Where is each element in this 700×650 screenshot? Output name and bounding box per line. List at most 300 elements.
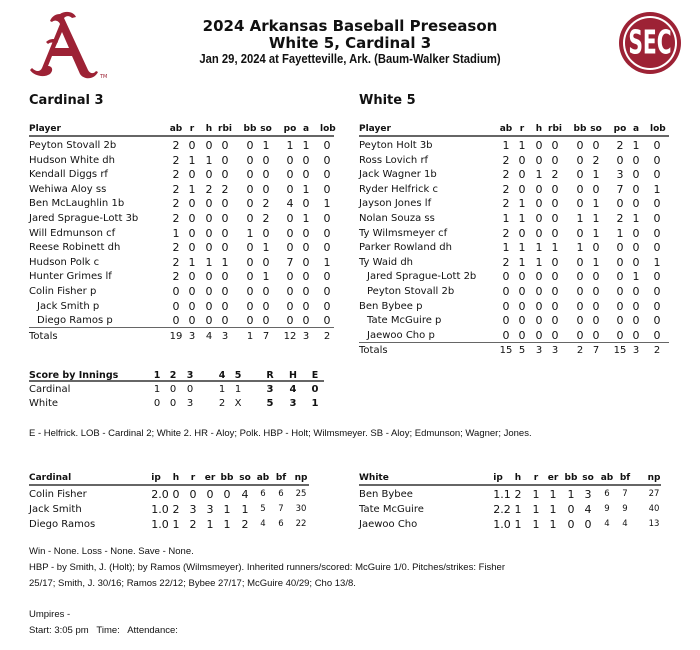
stat-so: 0 [592, 285, 600, 298]
stat-a: 0 [632, 182, 640, 196]
stat-r: 0 [188, 285, 196, 298]
stat-bb: 1 [223, 518, 231, 531]
stat-h: 0 [535, 299, 543, 313]
pitcher-name: Jack Smith [29, 504, 82, 515]
pitcher-name: Ben Bybee [359, 489, 413, 500]
stat-r: 0 [188, 197, 196, 211]
column-header-lob: lob [650, 124, 666, 134]
stat-bb: 0 [246, 314, 254, 328]
stat-bb: 0 [576, 139, 584, 152]
stat-h: 0 [535, 139, 543, 152]
player-row [29, 211, 334, 226]
stat-bb: 1 [246, 226, 254, 240]
stat-lob: 0 [653, 299, 661, 313]
stat-lob: 1 [323, 255, 331, 269]
stat-r: 0 [188, 139, 196, 152]
stat-r: 2 [189, 518, 197, 531]
pitcher-row [359, 502, 661, 517]
stat-po: 0 [286, 285, 294, 298]
column-header-rbi: rbi [548, 124, 562, 134]
stat-a: 0 [632, 153, 640, 167]
column-header-r: r [533, 473, 539, 483]
player-name: Will Edmunson cf [29, 227, 116, 239]
stat-bb: 0 [223, 488, 231, 501]
player-row [359, 240, 669, 255]
stat-ab: 2 [172, 153, 180, 167]
team-name: White [29, 398, 59, 409]
stat-h: 0 [205, 212, 213, 225]
stat-so: 1 [262, 139, 270, 152]
stat-r: 1 [532, 518, 540, 531]
player-name: Peyton Stovall 2b [29, 140, 117, 151]
stat-a: 0 [632, 197, 640, 211]
player-row [29, 240, 334, 255]
stat-a: 0 [632, 285, 640, 298]
column-header-ip: ip [493, 473, 503, 483]
stat-h: 1 [514, 503, 522, 516]
column-header-lob: lob [320, 124, 336, 134]
sec-logo [617, 10, 683, 76]
stat-h: 0 [205, 299, 213, 313]
stat-np: 40 [648, 504, 660, 514]
arkansas-a-logo [22, 8, 112, 83]
column-header-r: r [189, 124, 195, 134]
stat-lob: 0 [323, 299, 331, 313]
stat-h: 0 [205, 168, 213, 182]
stat-rbi: 0 [221, 197, 229, 211]
stat-h: 1 [514, 518, 522, 531]
stat-rbi: 0 [551, 299, 559, 313]
stat-a: 1 [302, 139, 310, 152]
stat-ab: 2 [502, 197, 510, 211]
stat-ab: 1 [502, 139, 510, 152]
final-score-line: White 5, Cardinal 3 [268, 34, 432, 52]
total-h: 3 [535, 345, 543, 357]
stat-bb: 0 [246, 153, 254, 167]
stat-r: 0 [518, 182, 526, 196]
stat-so: 0 [592, 182, 600, 196]
stat-h: 0 [535, 285, 543, 298]
batting-header-row [359, 124, 669, 137]
stat-po: 1 [286, 139, 294, 152]
stat-so: 0 [592, 139, 600, 152]
stat-h: 2 [205, 182, 213, 196]
stat-so: 0 [262, 285, 270, 298]
stat-rbi: 1 [551, 241, 559, 255]
svg-text:SEC: SEC [628, 24, 672, 63]
stat-a: 0 [632, 255, 640, 269]
stat-a: 0 [302, 285, 310, 298]
player-name: Kendall Diggs rf [29, 169, 108, 181]
stat-po: 0 [616, 270, 624, 284]
stat-r: 0 [518, 328, 526, 342]
stat-rbi: 0 [221, 212, 229, 225]
stat-so: 0 [262, 153, 270, 167]
stat-po: 4 [286, 197, 294, 211]
stat-lob: 0 [323, 182, 331, 196]
stat-h: 0 [205, 270, 213, 284]
stat-h: 1 [535, 168, 543, 182]
inning-header-1: 1 [153, 370, 161, 381]
stat-rbi: 0 [221, 285, 229, 298]
team-total-H: 4 [289, 384, 297, 395]
stat-so: 1 [262, 241, 270, 255]
stat-rbi: 0 [551, 226, 559, 240]
inning-score: 0 [186, 384, 194, 395]
player-row [29, 269, 334, 284]
pitching-notes-line-1: HBP - by Smith, J. (Holt); by Ramos (Wilmsmeyer). Inherited runners/scored: McGuire 1/0. Pitches/strikes: Fisher [29, 562, 506, 573]
stat-po: 0 [616, 314, 624, 328]
stat-r: 1 [188, 182, 196, 196]
inning-header-4: 4 [218, 370, 226, 381]
stat-er: 3 [206, 503, 214, 516]
column-header-ab: ab [499, 124, 513, 134]
stat-a: 0 [632, 299, 640, 313]
column-header-bb: bb [573, 124, 587, 134]
pitcher-row [29, 502, 309, 517]
total-so: 7 [262, 330, 270, 342]
stat-a: 1 [632, 139, 640, 152]
column-header-bb: bb [220, 473, 234, 483]
stat-so: 0 [262, 255, 270, 269]
stat-bb: 0 [576, 314, 584, 328]
player-name: Jack Smith p [37, 300, 100, 312]
stat-bb: 0 [576, 197, 584, 211]
stat-bb: 0 [246, 255, 254, 269]
stat-a: 0 [302, 241, 310, 255]
stat-er: 1 [549, 503, 557, 516]
stat-ip: 1.0 [151, 518, 169, 531]
stat-lob: 0 [653, 314, 661, 328]
stat-rbi: 0 [551, 328, 559, 342]
stat-ab: 2 [172, 168, 180, 182]
player-name: Wehiwa Aloy ss [29, 183, 107, 195]
total-rbi: 3 [221, 330, 229, 342]
stat-ab: 2 [502, 182, 510, 196]
pitcher-name: Diego Ramos [29, 519, 96, 530]
inning-score: 1 [234, 384, 242, 395]
total-lob: 2 [653, 345, 661, 357]
stat-ab: 4 [260, 519, 266, 529]
stat-np: 27 [648, 489, 660, 499]
stat-np: 22 [295, 519, 307, 529]
stat-a: 1 [632, 212, 640, 225]
total-ab: 19 [169, 330, 183, 342]
column-header-h: h [205, 124, 213, 134]
stat-rbi: 0 [551, 139, 559, 152]
stat-ab: 2 [172, 182, 180, 196]
stat-h: 1 [535, 255, 543, 269]
pitcher-name: Jaewoo Cho [359, 519, 418, 530]
stat-bb: 1 [567, 488, 575, 501]
stat-h: 0 [535, 197, 543, 211]
stat-h: 0 [535, 212, 543, 225]
stat-r: 0 [188, 314, 196, 328]
stat-r: 0 [189, 488, 197, 501]
stat-bb: 0 [576, 182, 584, 196]
stat-lob: 0 [653, 328, 661, 342]
player-name: Ty Waid dh [359, 256, 414, 268]
player-row [359, 284, 669, 299]
stat-rbi: 0 [221, 299, 229, 313]
stat-so: 2 [262, 212, 270, 225]
stat-bf: 7 [622, 489, 628, 499]
column-header-so: so [260, 124, 272, 134]
stat-ab: 0 [172, 299, 180, 313]
stat-bf: 7 [278, 504, 284, 514]
stat-po: 1 [616, 226, 624, 240]
stat-er: 1 [549, 518, 557, 531]
pitching-notes-line-2: 25/17; Smith, J. 30/16; Ramos 22/12; Bybee 27/17; McGuire 40/29; Cho 13/8. [29, 578, 356, 589]
stat-h: 0 [535, 270, 543, 284]
stat-bf: 6 [278, 489, 284, 499]
total-a: 3 [302, 330, 310, 342]
stat-ip: 2.2 [493, 503, 511, 516]
stat-so: 0 [592, 314, 600, 328]
stat-rbi: 2 [551, 168, 559, 182]
stat-po: 0 [286, 153, 294, 167]
innings-team-row [29, 397, 324, 411]
pitching-header-row [29, 473, 309, 486]
column-header-ab: ab [600, 473, 614, 483]
team-total-H: 3 [289, 398, 297, 409]
stat-h: 0 [205, 226, 213, 240]
totals-label: Totals [29, 330, 58, 342]
stat-lob: 0 [323, 153, 331, 167]
column-header-so: so [582, 473, 594, 483]
stat-rbi: 0 [551, 182, 559, 196]
column-header-so: so [590, 124, 602, 134]
total-header-E: E [311, 370, 319, 381]
column-header-ip: ip [151, 473, 161, 483]
stat-h: 1 [535, 241, 543, 255]
report-title: 2024 Arkansas Baseball Preseason [202, 17, 498, 35]
totals-label: Totals [359, 345, 388, 357]
column-header-po: po [283, 124, 297, 134]
stat-bb: 0 [246, 168, 254, 182]
date-location: Jan 29, 2024 at Fayetteville, Ark. (Baum-Walker Stadium) [199, 52, 501, 66]
stat-po: 0 [286, 241, 294, 255]
player-name: Hudson Polk c [29, 256, 100, 268]
stat-h: 0 [535, 328, 543, 342]
stat-a: 0 [302, 168, 310, 182]
player-name: Peyton Stovall 2b [367, 286, 455, 297]
stat-r: 0 [518, 168, 526, 182]
stat-ab: 9 [604, 504, 610, 514]
stat-po: 0 [616, 299, 624, 313]
stat-bb: 0 [576, 226, 584, 240]
player-row [29, 196, 334, 211]
column-header-bf: bf [619, 473, 631, 483]
stat-r: 1 [532, 488, 540, 501]
stat-h: 0 [535, 314, 543, 328]
stat-ab: 1 [502, 212, 510, 225]
stat-r: 0 [188, 168, 196, 182]
player-row [29, 167, 334, 182]
total-header-H: H [289, 370, 297, 381]
player-name: Jaewoo Cho p [367, 329, 435, 341]
stat-so: 2 [592, 153, 600, 167]
stat-r: 1 [518, 139, 526, 152]
column-header-r: r [190, 473, 196, 483]
stat-so: 0 [262, 314, 270, 328]
total-header-R: R [266, 370, 274, 381]
player-name: Ryder Helfrick c [359, 183, 438, 195]
total-bb: 2 [576, 345, 584, 357]
column-header-bb: bb [564, 473, 578, 483]
stat-lob: 0 [323, 285, 331, 298]
stat-po: 0 [616, 153, 624, 167]
column-header-r: r [519, 124, 525, 134]
stat-er: 0 [206, 488, 214, 501]
column-header-np: np [294, 473, 308, 483]
stat-ab: 2 [172, 241, 180, 255]
total-bb: 1 [246, 330, 254, 342]
column-header-bb: bb [243, 124, 257, 134]
stat-bb: 1 [576, 241, 584, 255]
stat-rbi: 0 [551, 153, 559, 167]
stat-rbi: 0 [221, 241, 229, 255]
stat-h: 0 [205, 241, 213, 255]
inning-header-5: 5 [234, 370, 242, 381]
inning-score: 1 [218, 384, 226, 395]
player-name: Ross Lovich rf [359, 154, 429, 166]
column-header-er: er [547, 473, 559, 483]
stat-np: 25 [295, 489, 307, 499]
stat-ab: 1 [502, 241, 510, 255]
stat-rbi: 0 [221, 168, 229, 182]
pitcher-row [29, 517, 309, 532]
stat-so: 0 [592, 270, 600, 284]
stat-ab: 0 [502, 299, 510, 313]
player-name: Ben McLaughlin 1b [29, 198, 125, 210]
player-name: Jayson Jones lf [359, 198, 432, 210]
pitching-team-label: White [359, 473, 389, 483]
stat-ab: 0 [502, 328, 510, 342]
stat-lob: 0 [653, 212, 661, 225]
player-row [359, 138, 669, 153]
stat-po: 0 [286, 212, 294, 225]
stat-rbi: 0 [551, 212, 559, 225]
stat-ab: 0 [172, 314, 180, 328]
stat-a: 0 [632, 314, 640, 328]
column-header-er: er [204, 473, 216, 483]
stat-r: 0 [188, 241, 196, 255]
total-po: 12 [283, 330, 297, 342]
player-name: Jack Wagner 1b [359, 169, 437, 181]
stat-so: 4 [584, 503, 592, 516]
total-a: 3 [632, 345, 640, 357]
stat-r: 0 [518, 226, 526, 240]
stat-so: 0 [262, 299, 270, 313]
player-row [359, 328, 669, 343]
stat-ab: 1 [172, 226, 180, 240]
stat-po: 2 [616, 139, 624, 152]
total-r: 5 [518, 345, 526, 357]
team-total-R: 3 [266, 384, 274, 395]
player-row [29, 153, 334, 168]
stat-r: 1 [518, 255, 526, 269]
stat-bb: 0 [576, 299, 584, 313]
innings-team-row [29, 383, 324, 397]
team-total-E: 1 [311, 398, 319, 409]
stat-ab: 5 [260, 504, 266, 514]
player-row [359, 255, 669, 270]
player-row [29, 138, 334, 153]
stat-h: 1 [205, 153, 213, 167]
player-name: Colin Fisher p [29, 286, 97, 297]
stat-ab: 2 [502, 226, 510, 240]
stat-ab: 2 [502, 153, 510, 167]
player-row [29, 255, 334, 270]
total-ab: 15 [499, 345, 513, 357]
stat-r: 1 [518, 241, 526, 255]
stat-bf: 9 [622, 504, 628, 514]
player-name: Nolan Souza ss [359, 213, 435, 224]
stat-lob: 0 [653, 270, 661, 284]
stat-bb: 0 [576, 153, 584, 167]
stat-np: 30 [295, 504, 307, 514]
stat-ip: 1.0 [151, 503, 169, 516]
pitching-header-row [359, 473, 661, 486]
stat-rbi: 0 [221, 314, 229, 328]
stat-rbi: 0 [551, 197, 559, 211]
stat-bb: 0 [246, 139, 254, 152]
stat-rbi: 0 [551, 270, 559, 284]
player-name: Peyton Holt 3b [359, 140, 433, 151]
player-row [29, 284, 334, 299]
inning-score: 0 [153, 398, 161, 409]
stat-bb: 0 [246, 197, 254, 211]
pitching-team-label: Cardinal [29, 473, 72, 483]
batting-header-row [29, 124, 334, 137]
stat-po: 3 [616, 168, 624, 182]
stat-so: 2 [262, 197, 270, 211]
stat-lob: 0 [653, 241, 661, 255]
stat-lob: 0 [653, 197, 661, 211]
stat-lob: 1 [653, 255, 661, 269]
totals-row [29, 329, 334, 344]
stat-rbi: 0 [221, 153, 229, 167]
stat-so: 0 [584, 518, 592, 531]
stat-po: 0 [286, 226, 294, 240]
cardinal-heading: Cardinal 3 [29, 93, 104, 108]
inning-score: 0 [169, 398, 177, 409]
stat-h: 0 [535, 182, 543, 196]
stat-po: 0 [286, 299, 294, 313]
player-row [29, 299, 334, 314]
stat-bf: 6 [278, 519, 284, 529]
stat-ab: 2 [172, 212, 180, 225]
team-name: Cardinal [29, 384, 71, 395]
stat-so: 0 [592, 299, 600, 313]
player-name: Tate McGuire p [367, 315, 442, 327]
stat-a: 1 [302, 212, 310, 225]
player-name: Parker Rowland dh [359, 242, 452, 254]
column-header-rbi: rbi [218, 124, 232, 134]
stat-h: 0 [205, 197, 213, 211]
player-name: Reese Robinett dh [29, 242, 121, 254]
column-header-so: so [239, 473, 251, 483]
stat-bf: 4 [622, 519, 628, 529]
player-name: Diego Ramos p [37, 315, 113, 327]
player-row [29, 182, 334, 197]
column-header-h: h [535, 124, 543, 134]
stat-a: 0 [302, 153, 310, 167]
column-header-ab: ab [169, 124, 183, 134]
stat-a: 0 [632, 226, 640, 240]
stat-bb: 0 [567, 518, 575, 531]
